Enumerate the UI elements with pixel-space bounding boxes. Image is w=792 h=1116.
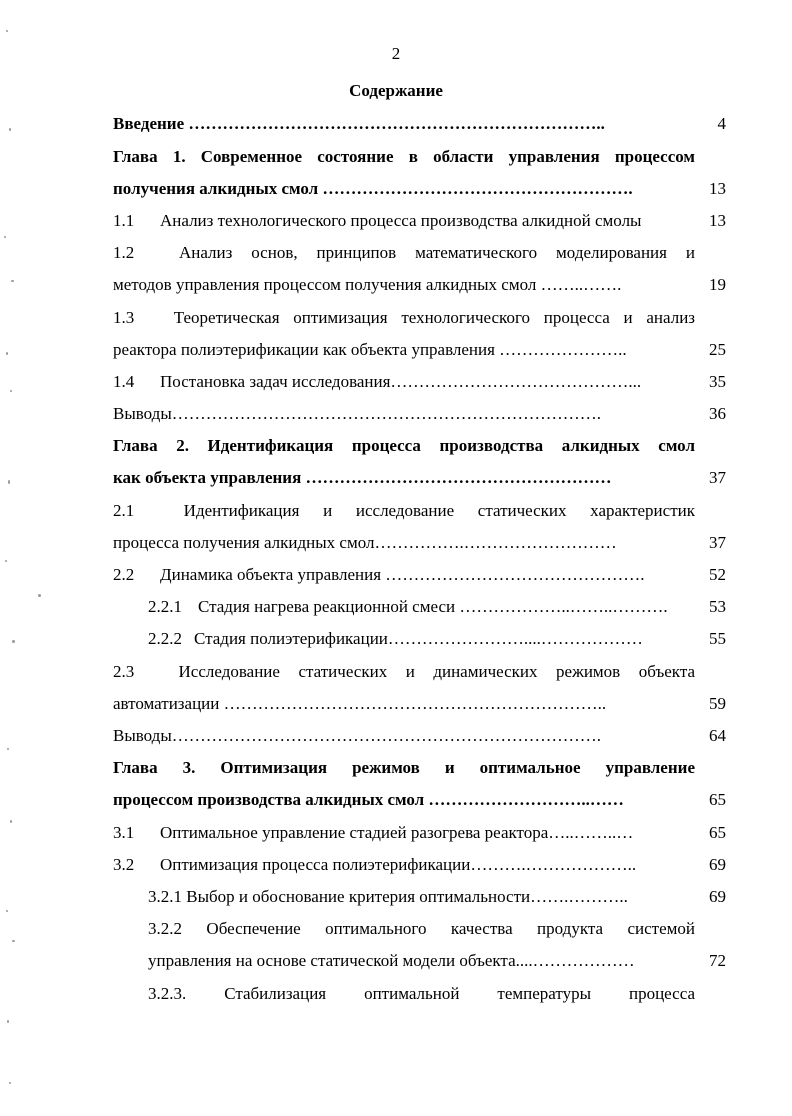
scan-speck [7, 1020, 9, 1023]
toc-page: 59 [709, 694, 726, 713]
toc-page: 52 [709, 565, 726, 584]
toc-section-2-3-line-2: автоматизации ………………………………………………………….. [113, 694, 607, 713]
toc-section-1-3-line-2: реактора полиэтерификации как объекта управления ………………….. [113, 340, 627, 359]
scan-speck [5, 560, 7, 562]
toc-page: 35 [709, 372, 726, 391]
toc-section-1-4 [113, 371, 695, 393]
section-number: 3.2 [113, 855, 135, 874]
toc-section-2-1-line-1 [113, 500, 695, 522]
section-title: Постановка задач исследования……………………………………... [160, 372, 642, 391]
toc-page: 25 [709, 340, 726, 359]
toc-page: 65 [709, 823, 726, 842]
toc-section-3-2-3-line-1: 3.2.3. Стабилизация оптимальной температуры процесса [148, 984, 695, 1003]
toc-conclusions-1: Выводы…………………………………………………………………. [113, 404, 602, 423]
toc-page: 69 [709, 887, 726, 906]
section-number: 2.2.1 [148, 597, 182, 616]
scan-speck [10, 390, 12, 392]
section-title: Динамика объекта управления ………………………………………. [160, 565, 645, 584]
toc-page: 65 [709, 790, 726, 809]
section-number: 1.4 [113, 372, 135, 391]
scan-speck [12, 940, 15, 942]
toc-section-2-2 [113, 564, 695, 586]
section-title: Идентификация и исследование статических характеристик [183, 501, 695, 520]
section-title: Оптимизация процесса полиэтерификации……….……………….. [160, 855, 637, 874]
section-title: Анализ технологического процесса производства алкидной смолы [160, 211, 642, 230]
section-number: 1.2 [113, 243, 135, 262]
toc-page: 13 [709, 179, 726, 198]
toc-page: 36 [709, 404, 726, 423]
scan-speck [6, 30, 8, 32]
toc-page: 37 [709, 468, 726, 487]
scan-speck [11, 280, 14, 282]
toc-page: 37 [709, 533, 726, 552]
toc-chapter-2-line-2: как объекта управления ……………………………………………… [113, 468, 612, 487]
scan-speck [12, 640, 15, 643]
section-title: Стадия полиэтерификации……………………....……………… [194, 629, 643, 648]
scan-speck [38, 594, 41, 597]
toc-conclusions-2: Выводы…………………………………………………………………. [113, 726, 602, 745]
toc-section-2-2-2 [148, 628, 695, 650]
toc-section-1-2-line-2: методов управления процессом получения алкидных смол ……..……. [113, 275, 622, 294]
toc-section-3-2-1: 3.2.1 Выбор и обоснование критерия оптимальности…….……….. [148, 887, 628, 906]
scan-speck [6, 910, 8, 912]
toc-section-3-2-2-line-1: 3.2.2 Обеспечение оптимального качества продукта системой [148, 919, 695, 938]
toc-section-1-3-line-1 [113, 307, 695, 329]
toc-page: 72 [709, 951, 726, 970]
toc-page: 4 [717, 114, 726, 133]
toc-page: 53 [709, 597, 726, 616]
toc-chapter-3-line-2: процессом производства алкидных смол ………………………..…… [113, 790, 624, 809]
scan-speck [10, 820, 12, 823]
toc-page: 55 [709, 629, 726, 648]
section-number: 3.1 [113, 823, 135, 842]
section-number: 1.1 [113, 211, 135, 230]
toc-section-1-1 [113, 210, 695, 232]
toc-page: 64 [709, 726, 726, 745]
toc-section-2-3-line-1 [113, 661, 695, 683]
scan-speck [9, 1082, 11, 1084]
scan-speck [6, 352, 8, 355]
toc-page: 13 [709, 211, 726, 230]
scan-speck [7, 748, 9, 750]
toc-section-2-2-1 [148, 596, 695, 618]
toc-chapter-2-line-1: Глава 2. Идентификация процесса производства алкидных смол [113, 436, 695, 455]
section-title: Анализ основ, принципов математического моделирования и [178, 243, 695, 262]
section-title: Теоретическая оптимизация технологического процесса и анализ [173, 308, 695, 327]
section-title: Оптимальное управление стадией разогрева реактора…..……..… [160, 823, 634, 842]
toc-heading: Содержание [349, 81, 443, 100]
section-title: Исследование статических и динамических режимов объекта [178, 662, 695, 681]
toc-section-1-2-line-1 [113, 242, 695, 264]
section-number: 2.2 [113, 565, 135, 584]
toc-chapter-1-line-2: получения алкидных смол ………………………………………………. [113, 179, 633, 198]
section-number: 1.3 [113, 308, 135, 327]
section-number: 2.1 [113, 501, 135, 520]
scan-speck [8, 480, 10, 484]
toc-page: 19 [709, 275, 726, 294]
toc-page: 69 [709, 855, 726, 874]
scan-speck [9, 128, 11, 131]
section-number: 2.3 [113, 662, 135, 681]
toc-section-3-2-2-line-2: управления на основе статической модели объекта....……………… [148, 951, 635, 970]
toc-section-3-1 [113, 822, 695, 844]
page-number: 2 [391, 44, 401, 63]
scan-speck [4, 236, 6, 238]
toc-section-3-2 [113, 854, 695, 876]
section-title: Стадия нагрева реакционной смеси ………………..……..………. [198, 597, 668, 616]
toc-intro: Введение ……………………………………………………………….. [113, 114, 605, 133]
toc-chapter-3-line-1: Глава 3. Оптимизация режимов и оптимальное управление [113, 758, 695, 777]
section-number: 2.2.2 [148, 629, 182, 648]
toc-section-2-1-line-2: процесса получения алкидных смол…………….……………………… [113, 533, 617, 552]
toc-chapter-1-line-1: Глава 1. Современное состояние в области управления процессом [113, 147, 695, 166]
